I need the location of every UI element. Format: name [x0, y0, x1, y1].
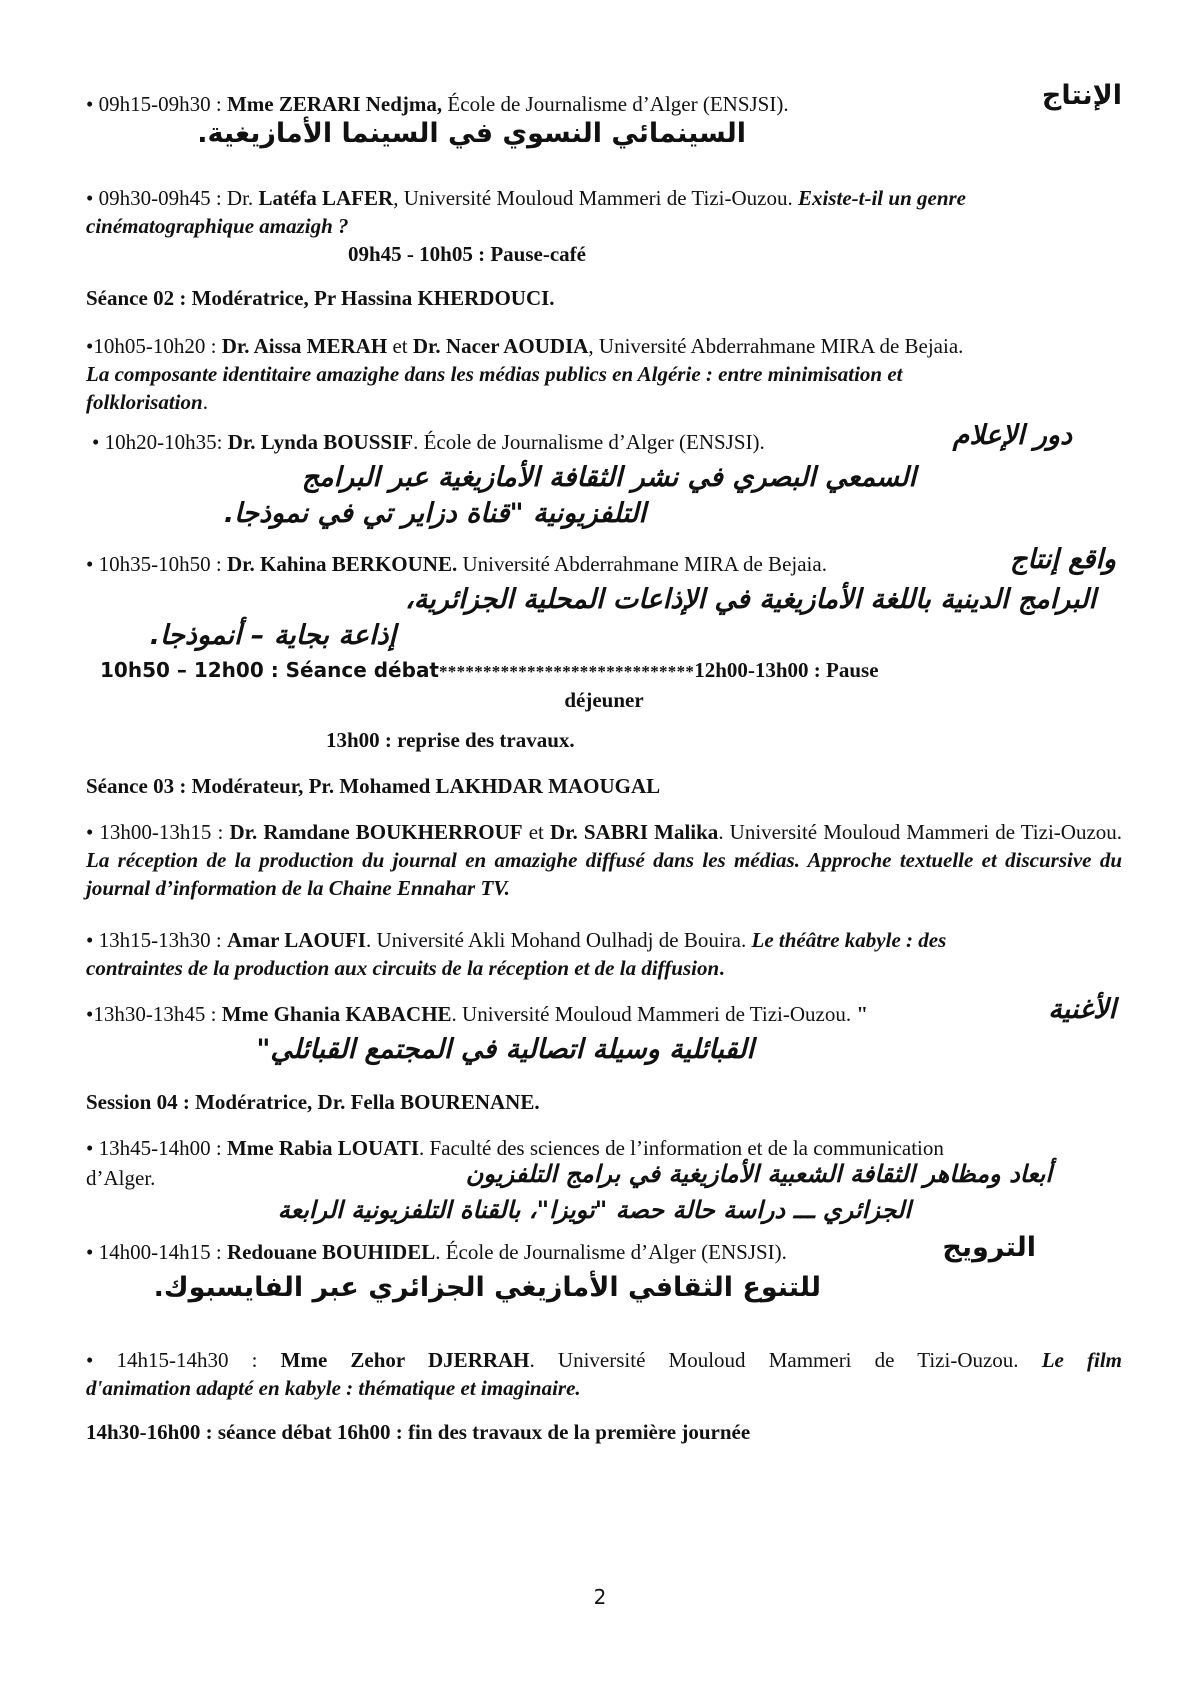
speaker-name: Dr. SABRI Malika — [549, 820, 719, 844]
session-heading: Session 04 : Modératrice, Dr. Fella BOURENANE. — [86, 1090, 540, 1114]
talk-title: contraintes de la production aux circuits de la réception et de la diffusion — [86, 956, 720, 980]
punctuation: . — [719, 956, 725, 980]
arabic-title-line: الإنتاج — [1041, 80, 1122, 111]
entry-lafer — [86, 184, 1122, 268]
entry-louati — [86, 1134, 1122, 1226]
talk-title: La réception de la production du journal en amazighe diffusé dans les médias. Approche textuelle et discursive du journal d’information de la Chaine Ennahar TV. — [86, 848, 1122, 900]
coffee-break: 09h45 - 10h05 : Pause-café — [348, 242, 586, 266]
arabic-title-line: القبائلية وسيلة اتصالية في المجتمع القبائلي" — [256, 1034, 754, 1065]
entry-boussif — [86, 420, 1122, 532]
entry-bouhidel — [86, 1234, 1122, 1306]
entry-time: • 13h45-14h00 : — [86, 1136, 222, 1160]
arabic-title-line: السينمائي النسوي في السينما الأمازيغية. — [197, 118, 746, 149]
closing-line: 14h30-16h00 : séance débat 16h00 : fin des travaux de la première journée — [86, 1420, 751, 1444]
entry-kabache — [86, 996, 1122, 1068]
affiliation: École de Journalisme d’Alger (ENSJSI). — [447, 92, 789, 116]
speaker-name: Mme Zehor DJERRAH — [280, 1348, 530, 1372]
arabic-title-line: الأغنية — [1048, 994, 1116, 1025]
arabic-title-line: للتنوع الثقافي الأمازيغي الجزائري عبر الفايسبوك. — [153, 1272, 821, 1303]
punctuation: . — [202, 390, 208, 414]
entry-zerari — [86, 80, 1122, 152]
talk-title: Le film — [1041, 1348, 1123, 1372]
arabic-title-line: دور الإعلام — [952, 420, 1072, 451]
talk-title: La composante identitaire amazighe dans les médias publics en Algérie : entre minimisation et — [86, 362, 903, 386]
speaker-name: Dr. Aissa MERAH — [221, 334, 388, 358]
speaker-name: Mme ZERARI Nedjma, — [226, 92, 443, 116]
speaker-name: Mme Ghania KABACHE — [221, 1002, 452, 1026]
affiliation: . Université Mouloud Mammeri de Tizi-Ouzou. — [529, 1348, 1019, 1372]
entry-time: •13h30-13h45 : — [86, 1002, 217, 1026]
entry-berkoune — [86, 546, 1122, 654]
affiliation: . Université Mouloud Mammeri de Tizi-Ouzou. — [718, 820, 1123, 844]
speaker-name: Dr. Kahina BERKOUNE. — [226, 552, 458, 576]
entry-djerrah — [86, 1346, 1122, 1402]
affiliation: . Faculté des sciences de l’information et de la communication — [419, 1136, 944, 1160]
affiliation: . Université Mouloud Mammeri de Tizi-Ouzou. — [451, 1002, 852, 1026]
affiliation: . École de Journalisme d’Alger (ENSJSI). — [435, 1240, 787, 1264]
speaker-name: Dr. Lynda BOUSSIF — [227, 430, 414, 454]
resume-work: 13h00 : reprise des travaux. — [326, 728, 575, 752]
talk-title: folklorisation — [86, 390, 203, 414]
speaker-name: Dr. Nacer AOUDIA — [412, 334, 589, 358]
lunch-break: 12h00-13h00 : Pause — [694, 658, 879, 682]
arabic-title-line: الترويج — [942, 1232, 1036, 1263]
entry-time: • 10h35-10h50 : — [86, 552, 222, 576]
conjunction: et — [392, 334, 408, 358]
entry-time: • 09h30-09h45 : Dr. — [86, 186, 254, 210]
arabic-title-line: الجزائري ـــ دراسة حالة حصة "تويزا"، بالقناة التلفزيونية الرابعة — [277, 1196, 911, 1224]
quote-mark: " — [856, 1002, 868, 1026]
affiliation: Université Abderrahmane MIRA de Bejaia. — [462, 552, 827, 576]
entry-laoufi — [86, 926, 1122, 982]
affiliation: . École de Journalisme d’Alger (ENSJSI). — [413, 430, 765, 454]
speaker-name: Redouane BOUHIDEL — [226, 1240, 436, 1264]
arabic-title-line: البرامج الدينية باللغة الأمازيغية في الإذاعات المحلية الجزائرية، — [405, 584, 1096, 615]
talk-title: cinématographique amazigh ? — [86, 214, 349, 238]
lunch-break-cont: déjeuner — [564, 688, 644, 712]
entry-time: • 13h15-13h30 : — [86, 928, 222, 952]
session-heading: Séance 02 : Modératrice, Pr Hassina KHERDOUCI. — [86, 286, 555, 310]
separator-stars: ***************************** — [439, 662, 695, 681]
entry-time: • 09h15-09h30 : — [86, 92, 222, 116]
arabic-title-line: واقع إنتاج — [1009, 544, 1116, 575]
debate-and-lunch — [86, 656, 1122, 714]
speaker-name: Mme Rabia LOUATI — [226, 1136, 420, 1160]
entry-time: • 10h20-10h35: — [92, 430, 223, 454]
affiliation: , Université Mouloud Mammeri de Tizi-Ouzou. — [393, 186, 793, 210]
entry-time: • 14h00-14h15 : — [86, 1240, 222, 1264]
speaker-name: Amar LAOUFI — [226, 928, 366, 952]
debate-session: 10h50 – 12h00 : Séance débat — [100, 658, 439, 682]
entry-time: • 13h00-13h15 : — [86, 820, 224, 844]
session-heading: Séance 03 : Modérateur, Pr. Mohamed LAKHDAR MAOUGAL — [86, 774, 661, 798]
entry-boukherrouf-sabri — [86, 818, 1122, 902]
arabic-title-line: السمعي البصري في نشر الثقافة الأمازيغية عبر البرامج — [301, 462, 916, 493]
affiliation: . Université Akli Mohand Oulhadj de Bouira. — [365, 928, 747, 952]
talk-title: Le théâtre kabyle : des — [751, 928, 947, 952]
talk-title: Existe-t-il un genre — [797, 186, 966, 210]
conjunction: et — [528, 820, 544, 844]
entry-time: • 14h15-14h30 : — [86, 1348, 258, 1372]
page-number: 2 — [593, 1585, 607, 1609]
talk-title: d'animation adapté en kabyle : thématique et imaginaire. — [86, 1376, 581, 1400]
affiliation: , Université Abderrahmane MIRA de Bejaia. — [588, 334, 964, 358]
speaker-name: Dr. Ramdane BOUKHERROUF — [229, 820, 523, 844]
speaker-name: Latéfa LAFER — [258, 186, 394, 210]
entry-time: •10h05-10h20 : — [86, 334, 217, 358]
entry-merah-aoudia — [86, 332, 1122, 416]
arabic-title-line: إذاعة بجاية – أنموذجا. — [149, 620, 396, 651]
arabic-title-line: التلفزيونية "قناة دزاير تي في نموذجا. — [223, 498, 646, 529]
affiliation: d’Alger. — [86, 1166, 156, 1190]
arabic-title-line: أبعاد ومظاهر الثقافة الشعبية الأمازيغية في برامج التلفزيون — [465, 1160, 1052, 1188]
